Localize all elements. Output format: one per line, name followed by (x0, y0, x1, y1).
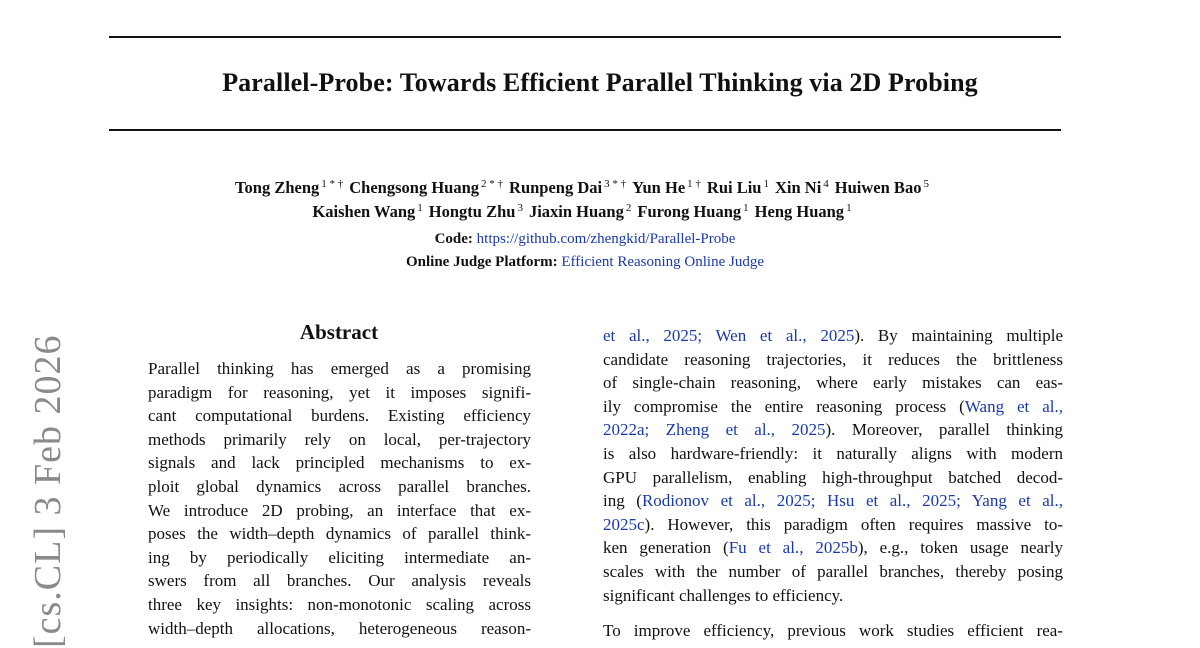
intro-line (603, 418, 1063, 442)
intro-line (603, 584, 1063, 608)
arxiv-stamp: [cs.CL] 3 Feb 2026 (27, 334, 69, 648)
intro-line (603, 442, 1063, 466)
top-rule (109, 36, 1061, 38)
code-label: Code: (434, 231, 473, 247)
abstract-line: We introduce 2D probing, an interface that ex- (148, 500, 531, 520)
author-name: Hongtu Zhu (428, 202, 516, 221)
intro-paragraph-1 (603, 324, 1063, 607)
citation-link[interactable]: Rodionov et al., 2025; Hsu et al., 2025; Yang et al., (641, 491, 1063, 511)
citation-link[interactable]: 2022a; Zheng et al., 2025 (603, 420, 826, 440)
abstract-line: methods primarily rely on local, per-trajectory (148, 429, 531, 449)
author-name: Furong Huang (637, 202, 742, 221)
author-affiliation: 2 * † (481, 178, 504, 190)
intro-line (603, 513, 1063, 537)
intro-line (603, 395, 1063, 419)
author-name: Rui Liu (706, 178, 762, 197)
paper-title: Parallel-Probe: Towards Efficient Parallel Thinking via 2D Probing (222, 68, 978, 97)
abstract-body (148, 357, 531, 640)
author-affiliation: 1 † (687, 178, 701, 190)
author-affiliation: 1 (417, 202, 423, 214)
author-affiliation: 1 (763, 178, 769, 190)
citation-link[interactable]: 2025c (603, 514, 645, 534)
intro-line (603, 466, 1063, 490)
author-name: Kaishen Wang (312, 202, 416, 221)
abstract-line: width–depth allocations, heterogeneous reason- (148, 618, 531, 638)
judge-link[interactable]: Efficient Reasoning Online Judge (561, 254, 764, 270)
author-name: Jiaxin Huang (528, 202, 624, 221)
intro-line (603, 489, 1063, 513)
intro-text: ing ( (603, 491, 642, 511)
abstract-heading: Abstract (299, 320, 379, 344)
intro-text: ), e.g., token usage nearly (857, 538, 1063, 558)
author-affiliation: 2 (625, 202, 632, 214)
citation-link[interactable]: Fu et al., 2025b (728, 538, 858, 558)
judge-line (0, 251, 1170, 274)
title-bottom-rule (109, 129, 1061, 131)
author-affiliation: 1 (743, 202, 749, 214)
abstract-line: Parallel thinking has emerged as a promising (148, 359, 531, 378)
author-name: Yun He (632, 178, 686, 197)
author-name: Tong Zheng (235, 178, 320, 197)
intro-line (603, 371, 1063, 395)
author-affiliation: 3 (517, 202, 523, 214)
intro-column (603, 324, 1063, 643)
intro-text: candidate reasoning trajectories, it reduces the brittleness (603, 349, 1063, 369)
intro-text: is also hardware-friendly: it naturally aligns with modern (603, 443, 1063, 463)
intro-paragraph-2-line: To improve efficiency, previous work studies efficient rea- (603, 621, 1063, 641)
abstract-line: paradigm for reasoning, yet it imposes signifi- (148, 382, 531, 402)
intro-text: scales with the number of parallel branches, thereby posing (603, 561, 1063, 581)
intro-line (603, 324, 1063, 348)
author-name: Heng Huang (754, 202, 845, 221)
citation-link[interactable]: et al., 2025; Wen et al., 2025 (603, 326, 855, 345)
abstract-line: swers from all branches. Our analysis reveals (148, 571, 531, 591)
code-line (0, 228, 1170, 251)
intro-text: ily compromise the entire reasoning process ( (603, 396, 965, 416)
judge-label: Online Judge Platform: (405, 254, 558, 270)
citation-link[interactable]: Wang et al., (964, 396, 1063, 416)
abstract-line: cant computational burdens. Existing efficiency (148, 406, 531, 426)
code-link[interactable]: https://github.com/zhengkid/Parallel-Probe (476, 231, 736, 247)
intro-text: ken generation ( (603, 538, 729, 558)
author-name: Chengsong Huang (349, 178, 480, 197)
abstract-line: ing by periodically eliciting intermediate an- (148, 547, 531, 567)
abstract-line: ploit global dynamics across parallel branches. (148, 476, 531, 496)
intro-text: significant challenges to efficiency. (603, 585, 844, 605)
intro-line (603, 560, 1063, 584)
intro-text: ). However, this paradigm often requires massive to- (644, 514, 1063, 534)
author-affiliation: 1 (846, 202, 852, 214)
intro-text: GPU parallelism, enabling high-throughput batched decod- (603, 467, 1063, 487)
author-affiliation: 5 (923, 178, 929, 190)
author-name: Runpeng Dai (509, 178, 603, 197)
intro-text: of single-chain reasoning, where early mistakes can eas- (603, 373, 1063, 393)
author-affiliation: 1 * † (321, 178, 344, 190)
intro-text: ). Moreover, parallel thinking (825, 420, 1063, 440)
intro-text: ). By maintaining multiple (854, 326, 1063, 345)
authors-line-2 (0, 196, 1170, 224)
abstract-line: poses the width–depth dynamics of parallel think- (148, 524, 531, 544)
abstract-line: signals and lack principled mechanisms to ex- (148, 453, 531, 473)
author-name: Xin Ni (774, 178, 822, 197)
author-affiliation: 4 (823, 178, 829, 190)
intro-line (603, 348, 1063, 372)
intro-line (603, 536, 1063, 560)
author-name: Huiwen Bao (834, 178, 922, 197)
author-affiliation: 3 * † (604, 178, 627, 190)
abstract-line: three key insights: non-monotonic scaling across (148, 594, 531, 614)
